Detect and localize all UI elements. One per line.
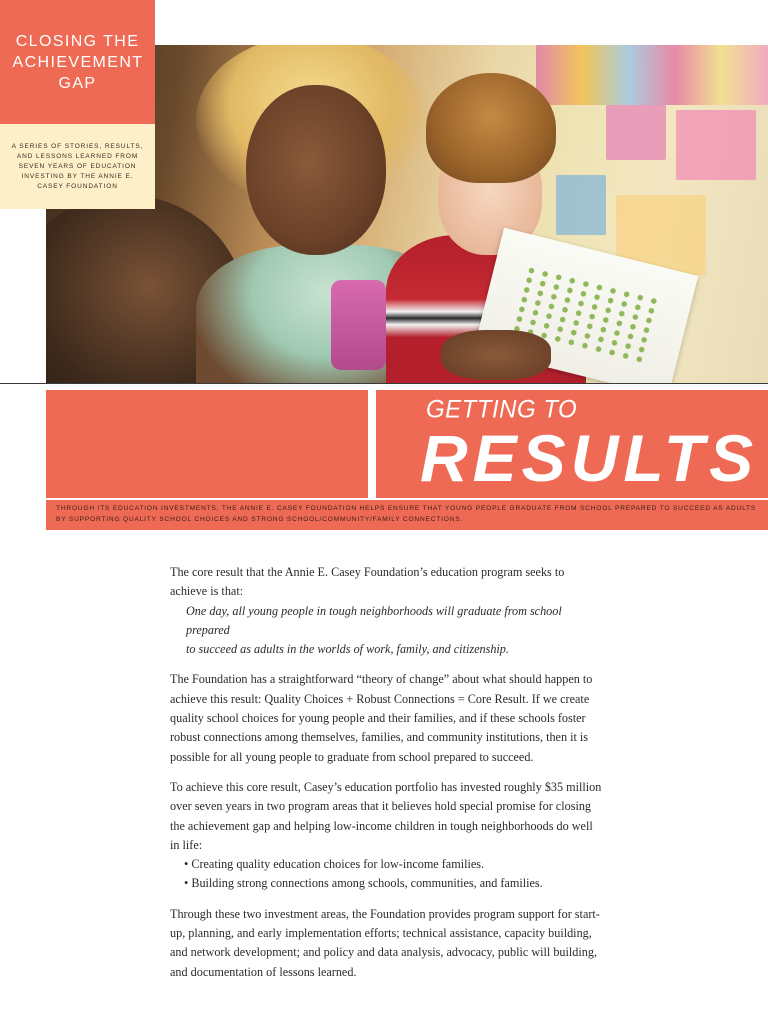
woman-face	[246, 85, 386, 255]
body-text	[170, 563, 602, 993]
banner-headline: RESULTS	[420, 421, 759, 495]
quote-line-2: to succeed as adults in the worlds of work, family, and citizenship.	[186, 642, 509, 657]
banner-tagline-line2: BY SUPPORTING QUALITY SCHOOL CHOICES AND STRONG SCHOOL/COMMUNITY/FAMILY CONNECTIONS.	[56, 515, 464, 523]
banner-left-panel	[46, 390, 368, 498]
banner-kicker: GETTING TO	[426, 395, 578, 424]
banner-separator	[368, 390, 376, 498]
pink-chair	[331, 280, 386, 370]
series-subtitle-box	[0, 124, 155, 209]
wall-art	[536, 45, 768, 105]
wall-art	[556, 175, 606, 235]
list-item: • Building strong connections among schools, communities, and families.	[184, 876, 543, 891]
core-result-quote	[170, 602, 602, 660]
banner-tagline	[56, 504, 756, 525]
portfolio-paragraph: To achieve this core result, Casey’s education portfolio has invested roughly $35 million over seven years in two program areas that it believes hold special promise for closing the achievement gap and helping low-income children in tough neighborhoods do well in life:	[170, 779, 602, 852]
series-title: CLOSING THE ACHIEVEMENT GAP	[12, 32, 144, 92]
program-areas-list	[170, 855, 602, 894]
banner-tagline-strip	[46, 498, 768, 530]
series-title-box	[0, 0, 155, 124]
list-item: • Creating quality education choices for low-income families.	[184, 857, 485, 872]
intro-paragraph: The core result that the Annie E. Casey Foundation’s education program seeks to achieve is that:	[170, 565, 565, 599]
series-subtitle: A SERIES OF STORIES, RESULTS, AND LESSONS LEARNED FROM SEVEN YEARS OF EDUCATION INVESTING BY THE ANNIE E. CASEY FOUNDATION	[11, 142, 144, 190]
wall-art	[676, 110, 756, 180]
boy-hair	[426, 73, 556, 183]
quote-line-1: One day, all young people in tough neighborhoods will graduate from school prepared	[186, 603, 562, 637]
wall-art	[606, 105, 666, 160]
support-paragraph: Through these two investment areas, the Foundation provides program support for start-up, planning, and early implementation efforts; technical assistance, capacity building, and network development; and policy and data analysis, advocacy, public will building, and documentation of lessons learned.	[170, 906, 600, 979]
hand	[441, 330, 551, 380]
banner-tagline-line1: THROUGH ITS EDUCATION INVESTMENTS, THE ANNIE E. CASEY FOUNDATION HELPS ENSURE THAT YOUNG PEOPLE GRADUATE FROM SCHOOL PREPARED TO SUCCEED AS ADULTS	[56, 505, 757, 512]
divider-line	[0, 383, 768, 384]
theory-of-change-paragraph: The Foundation has a straightforward “theory of change” about what should happen to achieve this result: Quality Choices + Robust Connections = Core Result. If we create quality school choices for young people and their families, and if these schools foster robust connections among themselves, families, and community institutions, then it is possible for all young people to graduate from school prepared to succeed.	[170, 672, 593, 764]
